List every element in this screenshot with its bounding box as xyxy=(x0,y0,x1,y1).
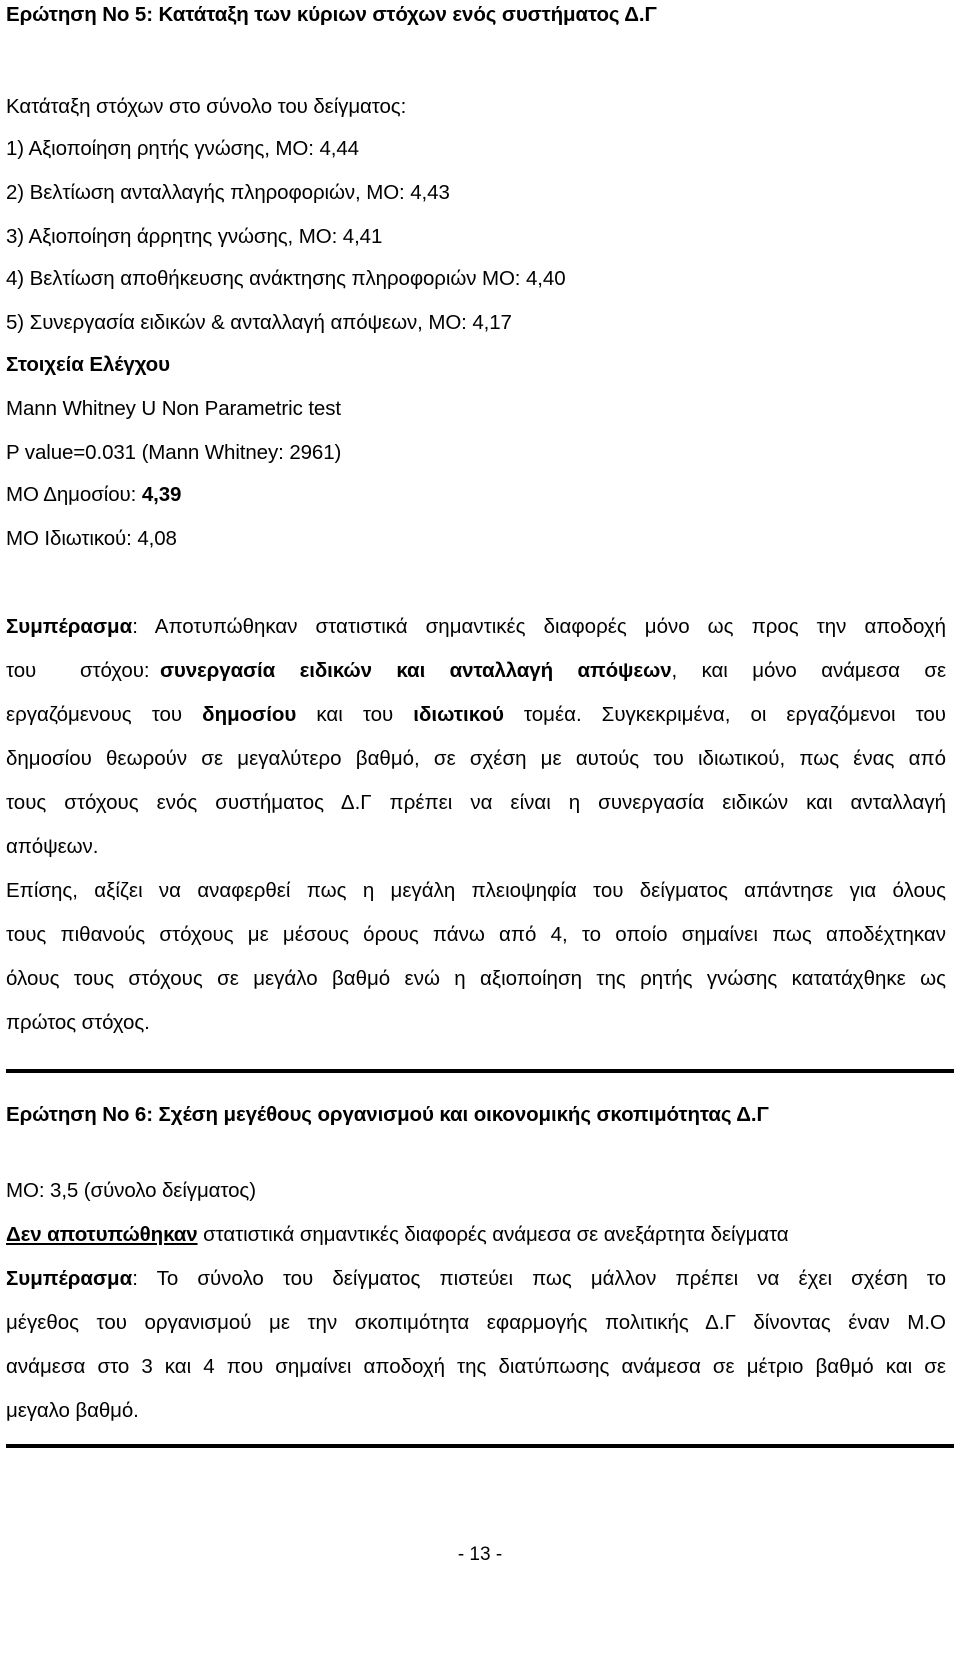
q6-mean: ΜΟ: 3,5 (σύνολο δείγματος) xyxy=(6,1179,256,1202)
q5-item-1: 1) Αξιοποίηση ρητής γνώσης, ΜΟ: 4,44 xyxy=(6,137,359,160)
q5-conclusion-word-tou: του xyxy=(6,659,37,682)
q6-conclusion-line-3: ανάμεσα στο 3 και 4 που σημαίνει αποδοχή της διατύπωσης ανάμεσα σε μέτριο βαθμό και σε xyxy=(6,1355,946,1378)
p-value: P value=0.031 (Mann Whitney: 2961) xyxy=(6,441,342,464)
q5-conclusion-goal: συνεργασία ειδικών και ανταλλαγή απόψεων xyxy=(160,659,672,682)
page-number: - 13 - xyxy=(457,1544,503,1565)
q5-conclusion-line-3 xyxy=(6,702,946,728)
section-divider-2 xyxy=(6,1444,954,1448)
q5-conclusion-line-4: δημοσίου θεωρούν σε μεγαλύτερο βαθμό, σε σχέση με αυτούς του ιδιωτικού, πως ένας από xyxy=(6,747,946,770)
q5-intro: Κατάταξη στόχων στο σύνολο του δείγματος: xyxy=(6,95,407,118)
q5-conclusion-public: δημοσίου xyxy=(202,703,297,726)
q5-conclusion-line-5: τους στόχους ενός συστήματος Δ.Γ πρέπει να είναι η συνεργασία ειδικών και ανταλλαγή xyxy=(6,791,946,814)
q6-no-difference-bold: Δεν αποτυπώθηκαν xyxy=(6,1223,198,1246)
q5-conclusion-line-2-rest xyxy=(160,658,946,684)
q5-item-2: 2) Βελτίωση ανταλλαγής πληροφοριών, ΜΟ: 4,43 xyxy=(6,181,450,204)
public-mean-label: ΜΟ Δημοσίου: xyxy=(6,483,142,506)
q5-heading: Ερώτηση Νο 5: Κατάταξη των κύριων στόχων ενός συστήματος Δ.Γ xyxy=(6,3,657,26)
q5-extra-line-2: τους πιθανούς στόχους με μέσους όρους πάνω από 4, το οποίο σημαίνει πως αποδέχτηκαν xyxy=(6,923,946,946)
q6-no-difference xyxy=(6,1222,789,1248)
q5-conclusion-text-3b: και του xyxy=(296,703,414,726)
q5-conclusion-line-6: απόψεων. xyxy=(6,835,99,858)
q6-conclusion-label: Συμπέρασμα xyxy=(6,1267,133,1290)
q5-extra-line-1: Επίσης, αξίζει να αναφερθεί πως η μεγάλη πλειοψηφία του δείγματος απάντησε για όλους xyxy=(6,879,946,902)
q6-heading: Ερώτηση Νο 6: Σχέση μεγέθους οργανισμού και οικονομικής σκοπιμότητας Δ.Γ xyxy=(6,1103,769,1126)
control-heading: Στοιχεία Ελέγχου xyxy=(6,353,170,376)
q6-no-difference-text: στατιστικά σημαντικές διαφορές ανάμεσα σε ανεξάρτητα δείγματα xyxy=(197,1223,789,1246)
conclusion-label: Συμπέρασμα xyxy=(6,615,133,638)
private-mean: ΜΟ Ιδιωτικού: 4,08 xyxy=(6,527,177,550)
q5-item-4: 4) Βελτίωση αποθήκευσης ανάκτησης πληροφοριών ΜΟ: 4,40 xyxy=(6,267,566,290)
q5-conclusion-text-3c: τομέα. Συγκεκριμένα, οι εργαζόμενοι του xyxy=(503,703,946,726)
q6-conclusion-line-2: μέγεθος του οργανισμού με την σκοπιμότητα εφαρμογής πολιτικής Δ.Γ δίνοντας έναν Μ.Ο xyxy=(6,1311,946,1334)
q5-conclusion-line-1 xyxy=(6,614,946,640)
q5-conclusion-private: ιδιωτικού xyxy=(413,703,504,726)
q5-conclusion-text-3a: εργαζόμενους του xyxy=(6,703,203,726)
q5-extra-line-3: όλους τους στόχους σε μεγάλο βαθμό ενώ η αξιοποίηση της ρητής γνώσης κατατάχθηκε ως xyxy=(6,967,946,990)
q6-conclusion-line-4: μεγαλο βαθμό. xyxy=(6,1399,139,1422)
public-mean-value: 4,39 xyxy=(141,483,182,506)
q6-conclusion-line-1 xyxy=(6,1266,946,1292)
q5-conclusion-text-2: , και μόνο ανάμεσα σε xyxy=(671,659,946,682)
q5-item-5: 5) Συνεργασία ειδικών & ανταλλαγή απόψεων, ΜΟ: 4,17 xyxy=(6,311,512,334)
test-name: Mann Whitney U Non Parametric test xyxy=(6,397,341,420)
q5-conclusion-text-1: : Αποτυπώθηκαν στατιστικά σημαντικές διαφορές μόνο ως προς την αποδοχή xyxy=(132,615,946,638)
q5-extra-line-4: πρώτος στόχος. xyxy=(6,1011,150,1034)
q6-conclusion-text-1: : Το σύνολο του δείγματος πιστεύει πως μάλλον πρέπει να έχει σχέση το xyxy=(132,1267,946,1290)
public-mean xyxy=(6,482,181,508)
section-divider-1 xyxy=(6,1069,954,1073)
document-page xyxy=(6,0,948,1678)
q5-conclusion-word-stoxou: στόχου: xyxy=(80,659,150,682)
q5-item-3: 3) Αξιοποίηση άρρητης γνώσης, ΜΟ: 4,41 xyxy=(6,225,383,248)
